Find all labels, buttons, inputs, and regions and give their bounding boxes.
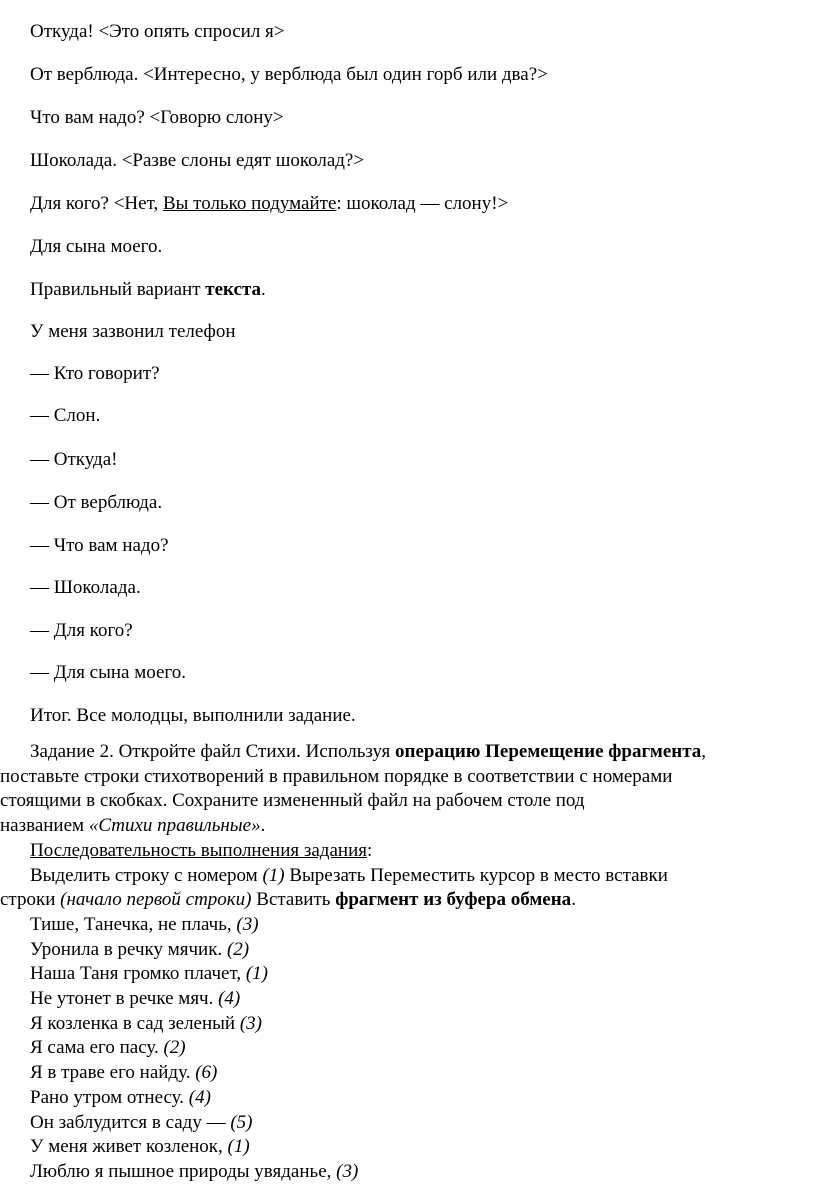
draft-line-5-after: : шоколад — слону!>: [336, 193, 509, 214]
poem-line: [0, 1012, 806, 1037]
draft-line-1: Откуда! <Это опять спросил я>: [30, 21, 285, 42]
poem-line-text: Тише, Танечка, не плачь,: [30, 913, 237, 935]
draft-line-3: Что вам надо? <Говорю слону>: [30, 107, 284, 128]
poem-line: [0, 1160, 806, 1185]
correct-line-3: — Слон.: [30, 405, 101, 426]
correct-line-1: У меня зазвонил телефон: [30, 321, 236, 342]
correct-heading: [30, 279, 266, 301]
step-text: строки: [0, 889, 61, 911]
poem-line-number: (4): [218, 988, 241, 1010]
draft-line-5: [30, 193, 508, 215]
draft-line-6: Для сына моего.: [30, 236, 163, 257]
task-2-line-1: [0, 740, 806, 765]
poem-line: [0, 987, 806, 1012]
poem-line-number: (3): [236, 913, 259, 935]
sequence-step-2: [0, 888, 806, 913]
poem-line-text: Не утонет в речке мяч.: [30, 988, 219, 1010]
poem-line: [0, 1061, 806, 1086]
poem-line-number: (6): [195, 1062, 218, 1084]
poem-line-number: (4): [188, 1086, 211, 1108]
poem-line: [0, 1036, 806, 1061]
task-2-punct: .: [260, 815, 266, 837]
poem-line: [0, 1086, 806, 1111]
step-text: Выделить строку с номером: [30, 864, 263, 886]
task-2-operation-name: операцию Перемещение фрагмента: [395, 741, 702, 762]
task-2-block: [0, 740, 806, 1185]
poem-line: [0, 962, 806, 987]
step-number: (1): [262, 864, 285, 886]
task-2-punct: ,: [701, 741, 707, 762]
poem-line-number: (2): [163, 1037, 186, 1059]
poem-line-text: Он заблудится в саду —: [30, 1111, 231, 1133]
sequence-heading: [0, 839, 806, 864]
sequence-heading-colon: :: [366, 839, 373, 861]
correct-line-2: — Кто говорит?: [30, 363, 160, 384]
correct-line-6: — Что вам надо?: [30, 535, 169, 556]
correct-line-8: — Для кого?: [30, 620, 133, 641]
step-bold: фрагмент из буфера обмена: [335, 889, 572, 911]
correct-heading-prefix: Правильный вариант: [30, 279, 206, 300]
poem-line-text: Я сама его пасу.: [30, 1037, 164, 1059]
poem-line-number: (3): [239, 1012, 263, 1034]
poem-line-text: Рано утром отнесу.: [30, 1086, 189, 1108]
correct-line-5: — От верблюда.: [30, 492, 163, 513]
sequence-step-1: [0, 864, 806, 889]
poem-line-text: У меня живет козленок,: [30, 1136, 228, 1158]
task-2-filename: «Стихи правильные»: [88, 815, 261, 837]
summary-line: Итог. Все молодцы, выполнили задание.: [30, 705, 356, 726]
correct-line-7: — Шоколада.: [30, 577, 141, 598]
step-punct: .: [571, 889, 576, 911]
poem-line: [0, 913, 806, 938]
poem-line-number: (2): [226, 938, 250, 960]
poem-line: [0, 938, 806, 963]
draft-line-5-underlined: Вы только подумайте: [162, 193, 337, 214]
poem-line-number: (3): [336, 1160, 359, 1182]
poem-line-text: Наша Таня громко плачет,: [30, 963, 246, 985]
correct-heading-bold: текста: [205, 279, 262, 300]
task-2-line-4: [0, 814, 806, 839]
draft-line-2: От верблюда. <Интересно, у верблюда был один горб или два?>: [30, 64, 548, 85]
task-2-line-2: поставьте строки стихотворений в правильном порядке в соответствии с номерами: [0, 765, 673, 787]
step-text: Вставить: [251, 889, 336, 911]
poem-line-text: Я козленка в сад зеленый: [30, 1012, 240, 1034]
draft-line-5-before: Для кого? <Нет,: [30, 193, 163, 214]
poem-line-text: Люблю я пышное природы увяданье,: [30, 1160, 337, 1182]
sequence-heading-label: Последовательность выполнения задания: [30, 839, 367, 861]
task-2-text: Задание 2. Откройте файл Стихи. Используя: [30, 741, 396, 762]
poem-line-number: (1): [227, 1136, 250, 1158]
correct-heading-suffix: .: [261, 279, 266, 300]
step-note: (начало первой строки): [60, 889, 252, 911]
poem-line-text: Я в траве его найду.: [30, 1062, 196, 1084]
task-2-line-3: стоящими в скобках. Сохраните измененный файл на рабочем столе под: [0, 790, 585, 812]
task-2-text: названием: [0, 815, 89, 837]
correct-line-9: — Для сына моего.: [30, 662, 186, 683]
poem-line-number: (1): [245, 963, 269, 985]
correct-line-4: — Откуда!: [30, 449, 118, 470]
poem-line: [0, 1135, 806, 1160]
step-text: Вырезать Переместить курсор в место вставки: [284, 864, 668, 886]
poem-line-text: Уронила в речку мячик.: [30, 938, 227, 960]
poem-line: [0, 1111, 806, 1136]
draft-line-4: Шоколада. <Разве слоны едят шоколад?>: [30, 150, 365, 171]
poem-line-number: (5): [230, 1111, 253, 1133]
